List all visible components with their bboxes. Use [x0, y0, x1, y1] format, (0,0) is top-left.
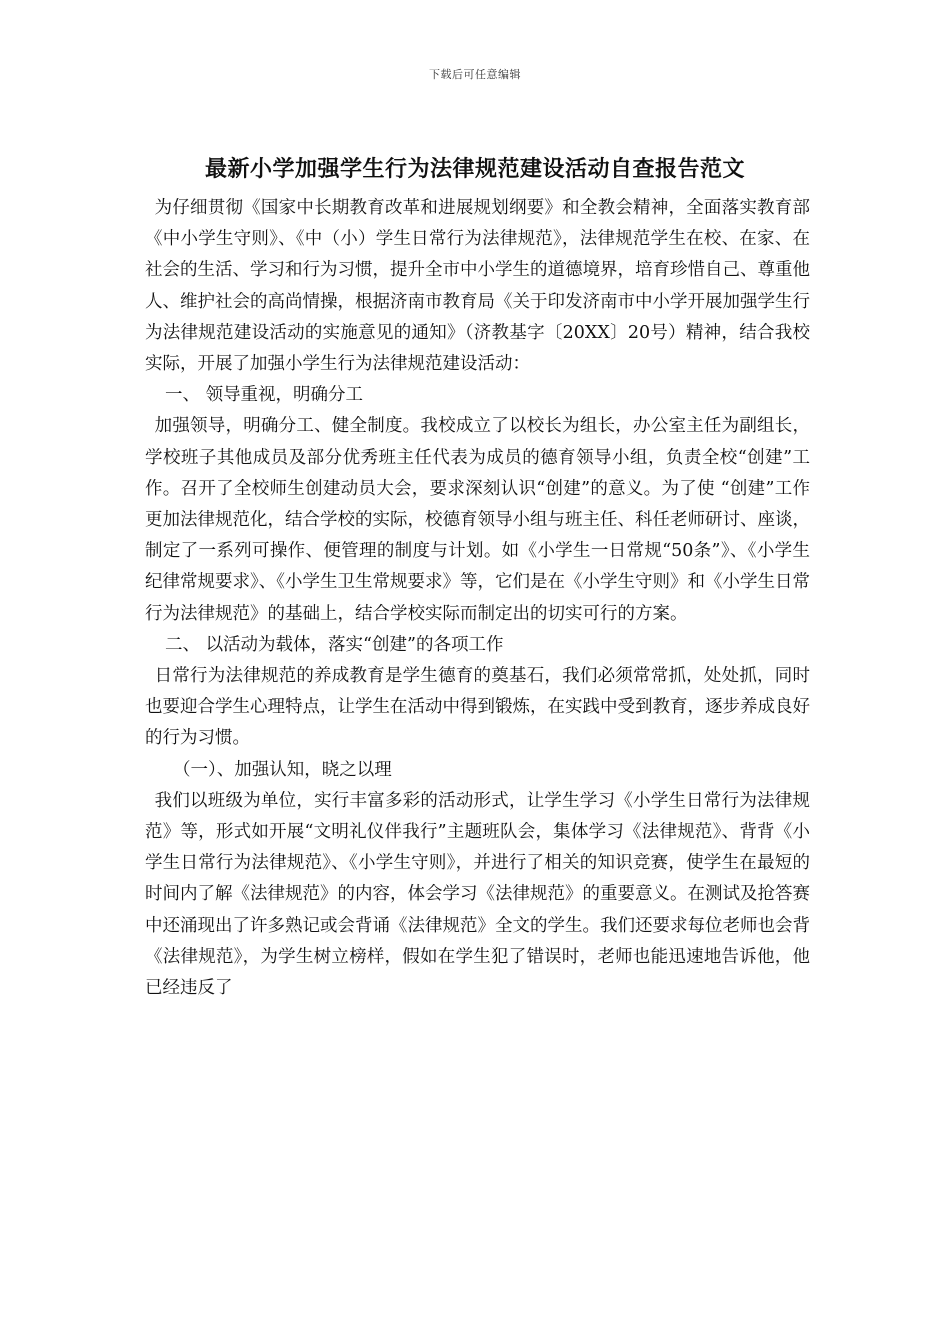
- paragraph-intro: 为仔细贯彻《国家中长期教育改革和进展规划纲要》和全教会精神，全面落实教育部《中小学生守则》、《中（小）学生日常行为法律规范》，法律规范学生在校、在家、在社会的生活、学习和行为习惯，提升全市中小学生的道德境界，培育珍惜自己、尊重他人、维护社会的高尚情操，根据济南市教育局《关于印发济南市中小学开展加强学生行为法律规范建设活动的实施意见的通知》（济教基字〔20XX〕20号）精神，结合我校实际，开展了加强小学生行为法律规范建设活动：: [145, 198, 810, 375]
- paragraph-cognition: 我们以班级为单位，实行丰富多彩的活动形式，让学生学习《小学生日常行为法律规范》等，形式如开展“文明礼仪伴我行”主题班队会，集体学习《法律规范》、背背《小学生日常行为法律规范》、《小学生守则》，并进行了相关的知识竞赛，使学生在最短的时间内了解《法律规范》的内容，体会学习《法律规范》的重要意义。在测试及抢答赛中还涌现出了许多熟记或会背诵《法律规范》全文的学生。我们还要求每位老师也会背《法律规范》，为学生树立榜样，假如在学生犯了错误时，老师也能迅速地告诉他，他已经违反了: [145, 790, 810, 999]
- section-heading-2: 二、 以活动为载体，落实“创建”的各项工作: [165, 634, 504, 655]
- section-heading-1: 一、 领导重视，明确分工: [165, 385, 364, 406]
- paragraph-leadership: 加强领导，明确分工、健全制度。我校成立了以校长为组长，办公室主任为副组长，学校班子其他成员及部分优秀班主任代表为成员的德育领导小组，负责全校“创建”工作。召开了全校师生创建动员大会，要求深刻认识“创建”的意义。为了使 “创建”工作更加法律规范化，结合学校的实际，校德育领导小组与班主任、科任老师研讨、座谈，制定了一系列可操作、便管理的制度与计划。如《小学生一日常规“50条”》、《小学生纪律常规要求》、《小学生卫生常规要求》等，它们是在《小学生守则》和《小学生日常行为法律规范》的基础上，结合学校实际而制定出的切实可行的方案。: [145, 416, 810, 624]
- paragraph-activities: 日常行为法律规范的养成教育是学生德育的奠基石，我们必须常常抓，处处抓，同时也要迎合学生心理特点，让学生在活动中得到锻炼，在实践中受到教育，逐步养成良好的行为习惯。: [145, 666, 810, 749]
- header-note: 下载后可任意编辑: [429, 68, 521, 81]
- document-body: [145, 193, 810, 1004]
- document-title: 最新小学加强学生行为法律规范建设活动自查报告范文: [204, 156, 745, 182]
- subsection-heading-1: （一）、加强认知，晓之以理: [173, 759, 392, 780]
